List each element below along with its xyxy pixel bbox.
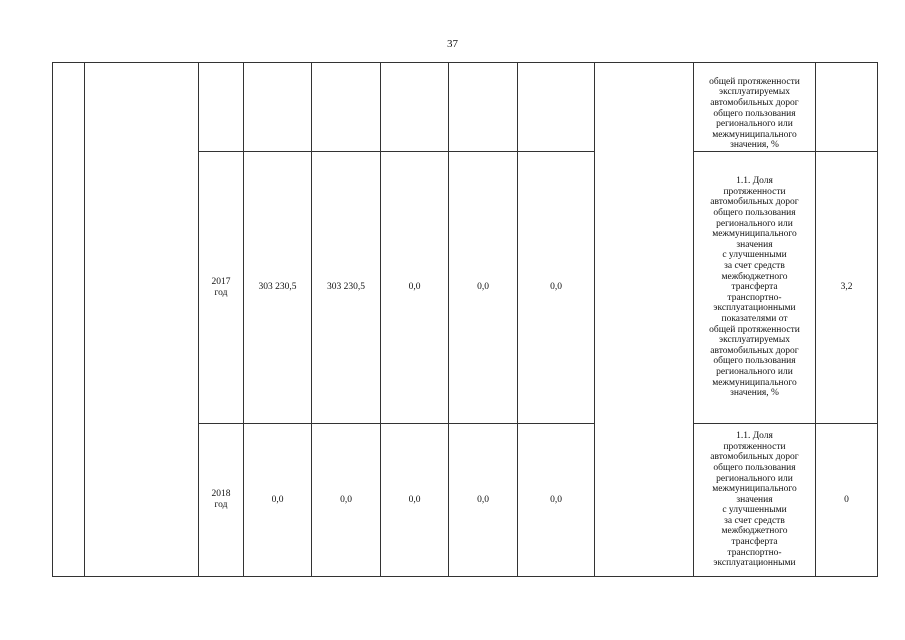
- year-cell: 2018 год: [199, 424, 244, 577]
- year-cell: [199, 63, 244, 152]
- indicator-cell: общей протяженности эксплуатируемых автомобильных дорог общего пользования регионального или межмуниципального значения, %: [694, 63, 816, 152]
- value-cell: 0,0: [518, 152, 595, 424]
- executor-cell: [595, 63, 694, 577]
- value-cell: 0,0: [381, 424, 449, 577]
- page-number: 37: [447, 38, 458, 50]
- value-cell: [244, 63, 312, 152]
- program-table: [52, 62, 878, 577]
- indicator-cell: 1.1. Доля протяженности автомобильных дорог общего пользования регионального или межмуниципального значения с улучшенными за счет средств межбюджетного трансферта транспортно- эксплуатационными: [694, 424, 816, 577]
- indicator-cell: 1.1. Доля протяженности автомобильных дорог общего пользования регионального или межмуниципального значения с улучшенными за счет средств межбюджетного трансферта транспортно- эксплуатационными показателями от общей протяженности эксплуатируемых автомобильных дорог общего пользования регионального или межмуниципального значения, %: [694, 152, 816, 424]
- target-value-cell: [816, 63, 878, 152]
- value-cell: [381, 63, 449, 152]
- year-cell: 2017 год: [199, 152, 244, 424]
- value-cell: [449, 63, 518, 152]
- table-row: [53, 63, 878, 152]
- value-cell: 303 230,5: [244, 152, 312, 424]
- value-cell: 0,0: [381, 152, 449, 424]
- value-cell: 0,0: [244, 424, 312, 577]
- value-cell: 0,0: [449, 424, 518, 577]
- value-cell: 0,0: [518, 424, 595, 577]
- target-value-cell: 3,2: [816, 152, 878, 424]
- value-cell: [518, 63, 595, 152]
- value-cell: 0,0: [449, 152, 518, 424]
- target-value-cell: 0: [816, 424, 878, 577]
- value-cell: 0,0: [312, 424, 381, 577]
- value-cell: [312, 63, 381, 152]
- row-number-cell: [53, 63, 85, 577]
- value-cell: 303 230,5: [312, 152, 381, 424]
- measure-name-cell: [85, 63, 199, 577]
